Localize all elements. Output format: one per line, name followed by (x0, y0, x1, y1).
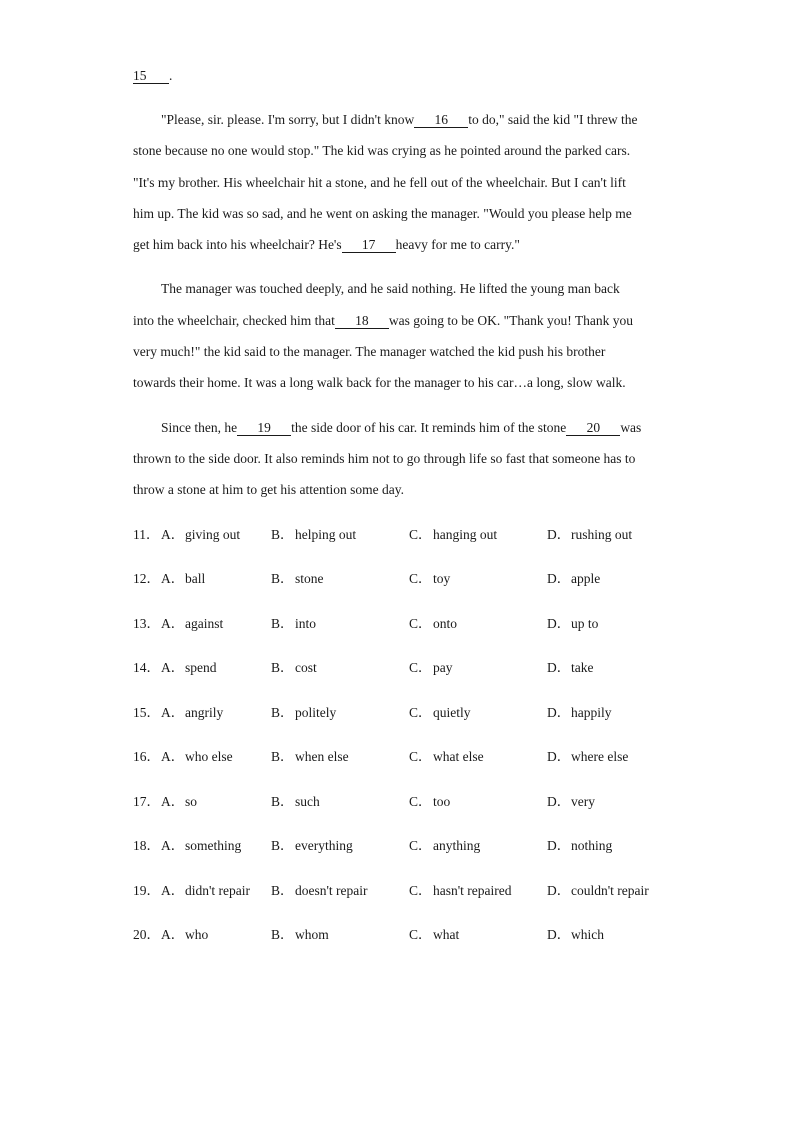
question-row (133, 926, 668, 944)
option-letter: C． (409, 927, 432, 942)
option-text: politely (295, 705, 337, 720)
option-d (547, 793, 595, 811)
paragraph-3-line-2: thrown to the side door. It also reminds him not to go through life so fast that someone has to (133, 451, 636, 466)
question-row (133, 882, 668, 900)
question-number: 15． (133, 705, 160, 720)
option-b (271, 659, 317, 677)
option-text: something (185, 838, 242, 853)
option-letter: C． (409, 794, 432, 809)
option-text: angrily (185, 705, 224, 720)
option-letter: C． (409, 883, 432, 898)
option-text: onto (433, 616, 458, 631)
option-text: toy (433, 571, 451, 586)
option-a (161, 793, 197, 811)
option-letter: B． (271, 571, 294, 586)
option-text: take (571, 660, 594, 675)
option-text: nothing (571, 838, 613, 853)
passage-top-line-after: . (169, 68, 173, 83)
option-text: rushing out (571, 527, 633, 542)
option-c (409, 526, 497, 544)
question-row (133, 837, 668, 855)
paragraph-1-line-2: stone because no one would stop." The kid was crying as he pointed around the parked cars. (133, 143, 631, 158)
question-row (133, 526, 668, 544)
option-text: when else (295, 749, 349, 764)
option-text: apple (571, 571, 601, 586)
option-text: what else (433, 749, 484, 764)
question-number: 16． (133, 749, 160, 764)
option-letter: A． (161, 527, 185, 542)
option-letter: B． (271, 749, 294, 764)
blank-20: 20 (566, 420, 620, 436)
option-letter: D． (547, 616, 571, 631)
option-text: who (185, 927, 209, 942)
question-number: 13． (133, 616, 160, 631)
option-text: anything (433, 838, 481, 853)
paragraph-3-line-3: throw a stone at him to get his attention some day. (133, 482, 404, 497)
option-text: where else (571, 749, 629, 764)
option-letter: C． (409, 749, 432, 764)
option-a (161, 526, 240, 544)
option-letter: D． (547, 527, 571, 542)
option-text: up to (571, 616, 599, 631)
option-a (161, 748, 233, 766)
option-a (161, 659, 217, 677)
option-letter: B． (271, 660, 294, 675)
option-letter: D． (547, 749, 571, 764)
paragraph-1-line-3: "It's my brother. His wheelchair hit a stone, and he fell out of the wheelchair. But I can't lift (133, 175, 626, 190)
option-a (161, 615, 223, 633)
option-text: whom (295, 927, 329, 942)
option-text: happily (571, 705, 612, 720)
paragraph-1-line-1 (161, 111, 637, 129)
option-text: too (433, 794, 451, 809)
option-c (409, 570, 450, 588)
option-b (271, 570, 324, 588)
option-d (547, 615, 598, 633)
blank-17: 17 (342, 237, 396, 253)
paragraph-2-line-2 (133, 312, 633, 330)
option-c (409, 793, 450, 811)
option-c (409, 615, 457, 633)
paragraph-1-line-4: him up. The kid was so sad, and he went on asking the manager. "Would you please help me (133, 206, 632, 221)
text-segment: the side door of his car. It reminds him of the stone (291, 420, 567, 435)
option-letter: B． (271, 794, 294, 809)
option-letter: A． (161, 794, 185, 809)
option-a (161, 882, 250, 900)
option-letter: C． (409, 838, 432, 853)
text-segment: into the wheelchair, checked him that (133, 313, 335, 328)
option-c (409, 837, 480, 855)
question-number: 18． (133, 838, 160, 853)
text-segment: was going to be OK. "Thank you! Thank you (388, 313, 633, 328)
question-number: 14． (133, 660, 160, 675)
question-row (133, 570, 668, 588)
option-text: such (295, 794, 320, 809)
text-segment: to do," said the kid "I threw the (468, 112, 638, 127)
option-letter: C． (409, 527, 432, 542)
option-d (547, 570, 600, 588)
option-a (161, 570, 205, 588)
option-b (271, 793, 320, 811)
option-text: into (295, 616, 317, 631)
option-a (161, 837, 241, 855)
question-row (133, 615, 668, 633)
option-c (409, 704, 471, 722)
question-row (133, 793, 668, 811)
option-letter: A． (161, 838, 185, 853)
option-letter: A． (161, 571, 185, 586)
option-letter: B． (271, 705, 294, 720)
option-text: quietly (433, 705, 471, 720)
option-text: couldn't repair (571, 883, 649, 898)
option-letter: B． (271, 527, 294, 542)
option-text: what (433, 927, 460, 942)
option-d (547, 704, 612, 722)
option-letter: A． (161, 749, 185, 764)
option-text: who else (185, 749, 233, 764)
option-letter: C． (409, 616, 432, 631)
option-text: hasn't repaired (433, 883, 512, 898)
option-letter: A． (161, 660, 185, 675)
paragraph-3-line-1 (161, 419, 641, 437)
option-letter: A． (161, 616, 185, 631)
paragraph-1-line-5 (133, 236, 520, 254)
option-d (547, 748, 628, 766)
option-text: helping out (295, 527, 357, 542)
option-text: spend (185, 660, 217, 675)
option-letter: D． (547, 927, 571, 942)
option-text: very (571, 794, 595, 809)
option-letter: B． (271, 927, 294, 942)
question-row (133, 704, 668, 722)
option-text: against (185, 616, 224, 631)
option-text: ball (185, 571, 206, 586)
text-segment: heavy for me to carry." (395, 237, 520, 252)
option-letter: C． (409, 571, 432, 586)
text-segment: get him back into his wheelchair? He's (133, 237, 342, 252)
question-number: 17． (133, 794, 160, 809)
option-d (547, 882, 649, 900)
option-letter: D． (547, 571, 571, 586)
option-d (547, 659, 594, 677)
option-text: so (185, 794, 198, 809)
option-letter: D． (547, 705, 571, 720)
paragraph-2-line-4: towards their home. It was a long walk back for the manager to his car…a long, slow walk. (133, 375, 626, 390)
question-row (133, 659, 668, 677)
blank-19: 19 (237, 420, 291, 436)
option-letter: D． (547, 883, 571, 898)
option-c (409, 659, 453, 677)
option-c (409, 926, 459, 944)
question-number: 19． (133, 883, 160, 898)
option-text: cost (295, 660, 317, 675)
option-text: didn't repair (185, 883, 251, 898)
option-a (161, 704, 223, 722)
option-d (547, 526, 632, 544)
question-number: 12． (133, 571, 160, 586)
option-text: which (571, 927, 604, 942)
question-number: 20． (133, 927, 160, 942)
option-b (271, 615, 316, 633)
option-b (271, 526, 356, 544)
option-a (161, 926, 208, 944)
option-text: doesn't repair (295, 883, 368, 898)
option-c (409, 882, 512, 900)
option-letter: A． (161, 883, 185, 898)
text-segment: was (620, 420, 642, 435)
option-text: stone (295, 571, 324, 586)
option-b (271, 837, 353, 855)
paragraph-2-line-3: very much!" the kid said to the manager. The manager watched the kid push his brother (133, 344, 606, 359)
option-text: pay (433, 660, 453, 675)
option-letter: D． (547, 794, 571, 809)
option-b (271, 704, 336, 722)
option-b (271, 748, 349, 766)
option-text: hanging out (433, 527, 498, 542)
option-d (547, 837, 612, 855)
option-d (547, 926, 604, 944)
paragraph-2-line-1: The manager was touched deeply, and he said nothing. He lifted the young man back (161, 281, 620, 296)
text-segment: "Please, sir. please. I'm sorry, but I didn't know (161, 112, 415, 127)
option-letter: B． (271, 616, 294, 631)
option-b (271, 926, 329, 944)
option-text: everything (295, 838, 353, 853)
question-row (133, 748, 668, 766)
option-letter: D． (547, 660, 571, 675)
blank-18: 18 (335, 313, 389, 329)
question-number: 11． (133, 527, 160, 542)
option-letter: B． (271, 838, 294, 853)
option-c (409, 748, 484, 766)
option-letter: A． (161, 705, 185, 720)
text-segment: Since then, he (161, 420, 238, 435)
option-letter: A． (161, 927, 185, 942)
option-text: giving out (185, 527, 241, 542)
option-letter: D． (547, 838, 571, 853)
option-letter: C． (409, 660, 432, 675)
blank-15: 15 (133, 68, 169, 84)
blank-16: 16 (414, 112, 468, 128)
option-b (271, 882, 368, 900)
option-letter: C． (409, 705, 432, 720)
option-letter: B． (271, 883, 294, 898)
passage-top-line (133, 67, 172, 85)
